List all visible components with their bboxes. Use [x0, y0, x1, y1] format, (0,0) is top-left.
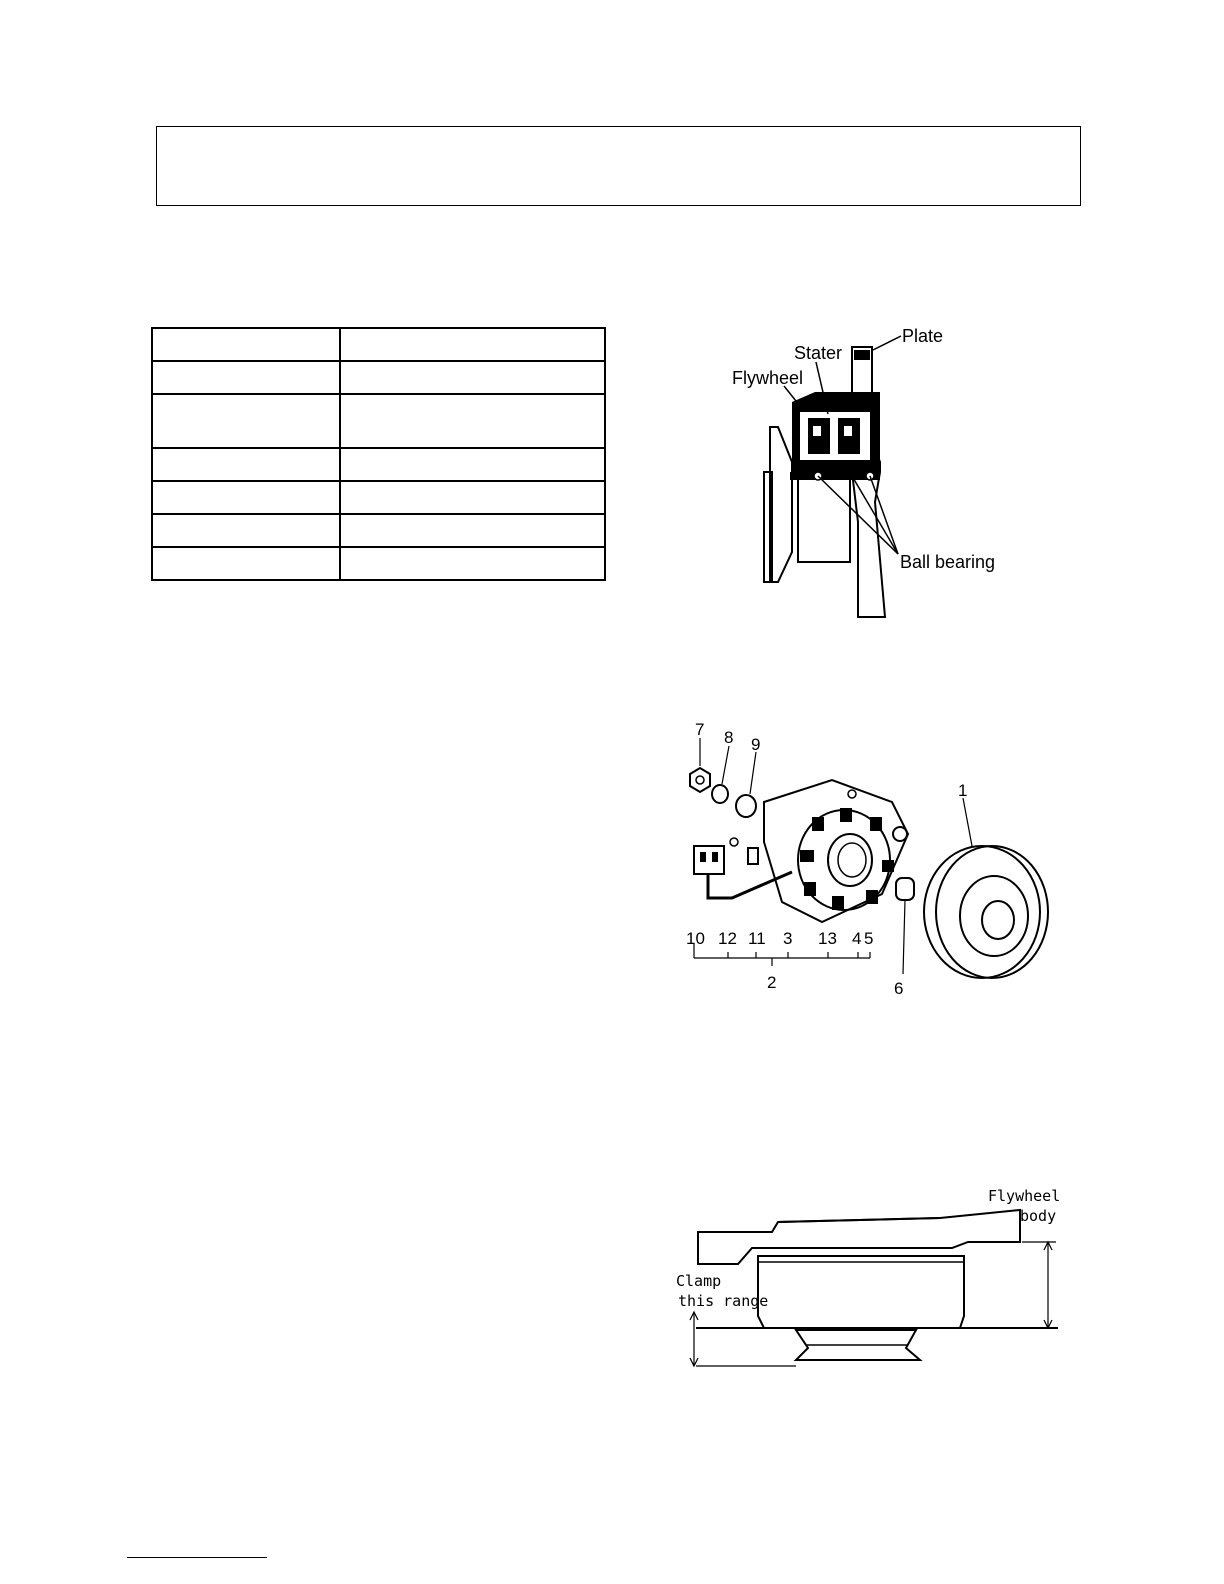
table-cell: [152, 328, 340, 361]
table-row: [152, 547, 605, 580]
clamp-range-drawing: [672, 1182, 1062, 1377]
exploded-view-figure: [672, 722, 1052, 1012]
cross-section-drawing: [720, 322, 1020, 622]
table-cell: [340, 481, 605, 514]
part-number-7: 7: [695, 722, 705, 739]
plate-label: Plate: [902, 326, 944, 346]
clamp-range-figure: [672, 1182, 1062, 1377]
table-cell: [340, 361, 605, 394]
spec-table: [151, 327, 606, 581]
table-cell: [340, 448, 605, 481]
cross-section-figure: [720, 322, 1020, 622]
flywheel-label: Flywheel: [732, 368, 804, 388]
part-number-13: 13: [818, 929, 837, 948]
table-cell: [152, 547, 340, 580]
part-number-11: 11: [748, 929, 766, 948]
table-row: [152, 394, 605, 448]
table-row: [152, 481, 605, 514]
part-number-3: 3: [783, 929, 793, 948]
table-row: [152, 514, 605, 547]
table-cell: [340, 514, 605, 547]
flywheel-body-label-line2: body: [1020, 1207, 1057, 1225]
part-number-8: 8: [724, 728, 734, 747]
part-number-1: 1: [958, 781, 968, 800]
flywheel-body-label-line1: Flywheel: [988, 1187, 1061, 1205]
table-cell: [340, 547, 605, 580]
part-number-6: 6: [894, 979, 904, 998]
part-number-5: 5: [864, 929, 874, 948]
part-number-12: 12: [718, 929, 737, 948]
table-cell: [152, 394, 340, 448]
table-row: [152, 361, 605, 394]
stater-label: Stater: [794, 343, 843, 363]
table-row: [152, 448, 605, 481]
part-number-10: 10: [686, 929, 705, 948]
ball-bearing-label: Ball bearing: [900, 552, 996, 572]
exploded-view-drawing: [672, 722, 1052, 1012]
table-cell: [152, 361, 340, 394]
clamp-label-line2: this range: [678, 1292, 769, 1310]
part-number-9: 9: [751, 735, 761, 754]
title-box: [156, 126, 1081, 206]
part-number-4: 4: [852, 929, 862, 948]
clamp-label-line1: Clamp: [676, 1272, 722, 1290]
table-cell: [152, 481, 340, 514]
table-cell: [152, 448, 340, 481]
footer-rule: [127, 1557, 267, 1558]
table-cell: [340, 328, 605, 361]
part-number-2: 2: [767, 973, 777, 992]
table-cell: [340, 394, 605, 448]
table-cell: [152, 514, 340, 547]
table-row: [152, 328, 605, 361]
